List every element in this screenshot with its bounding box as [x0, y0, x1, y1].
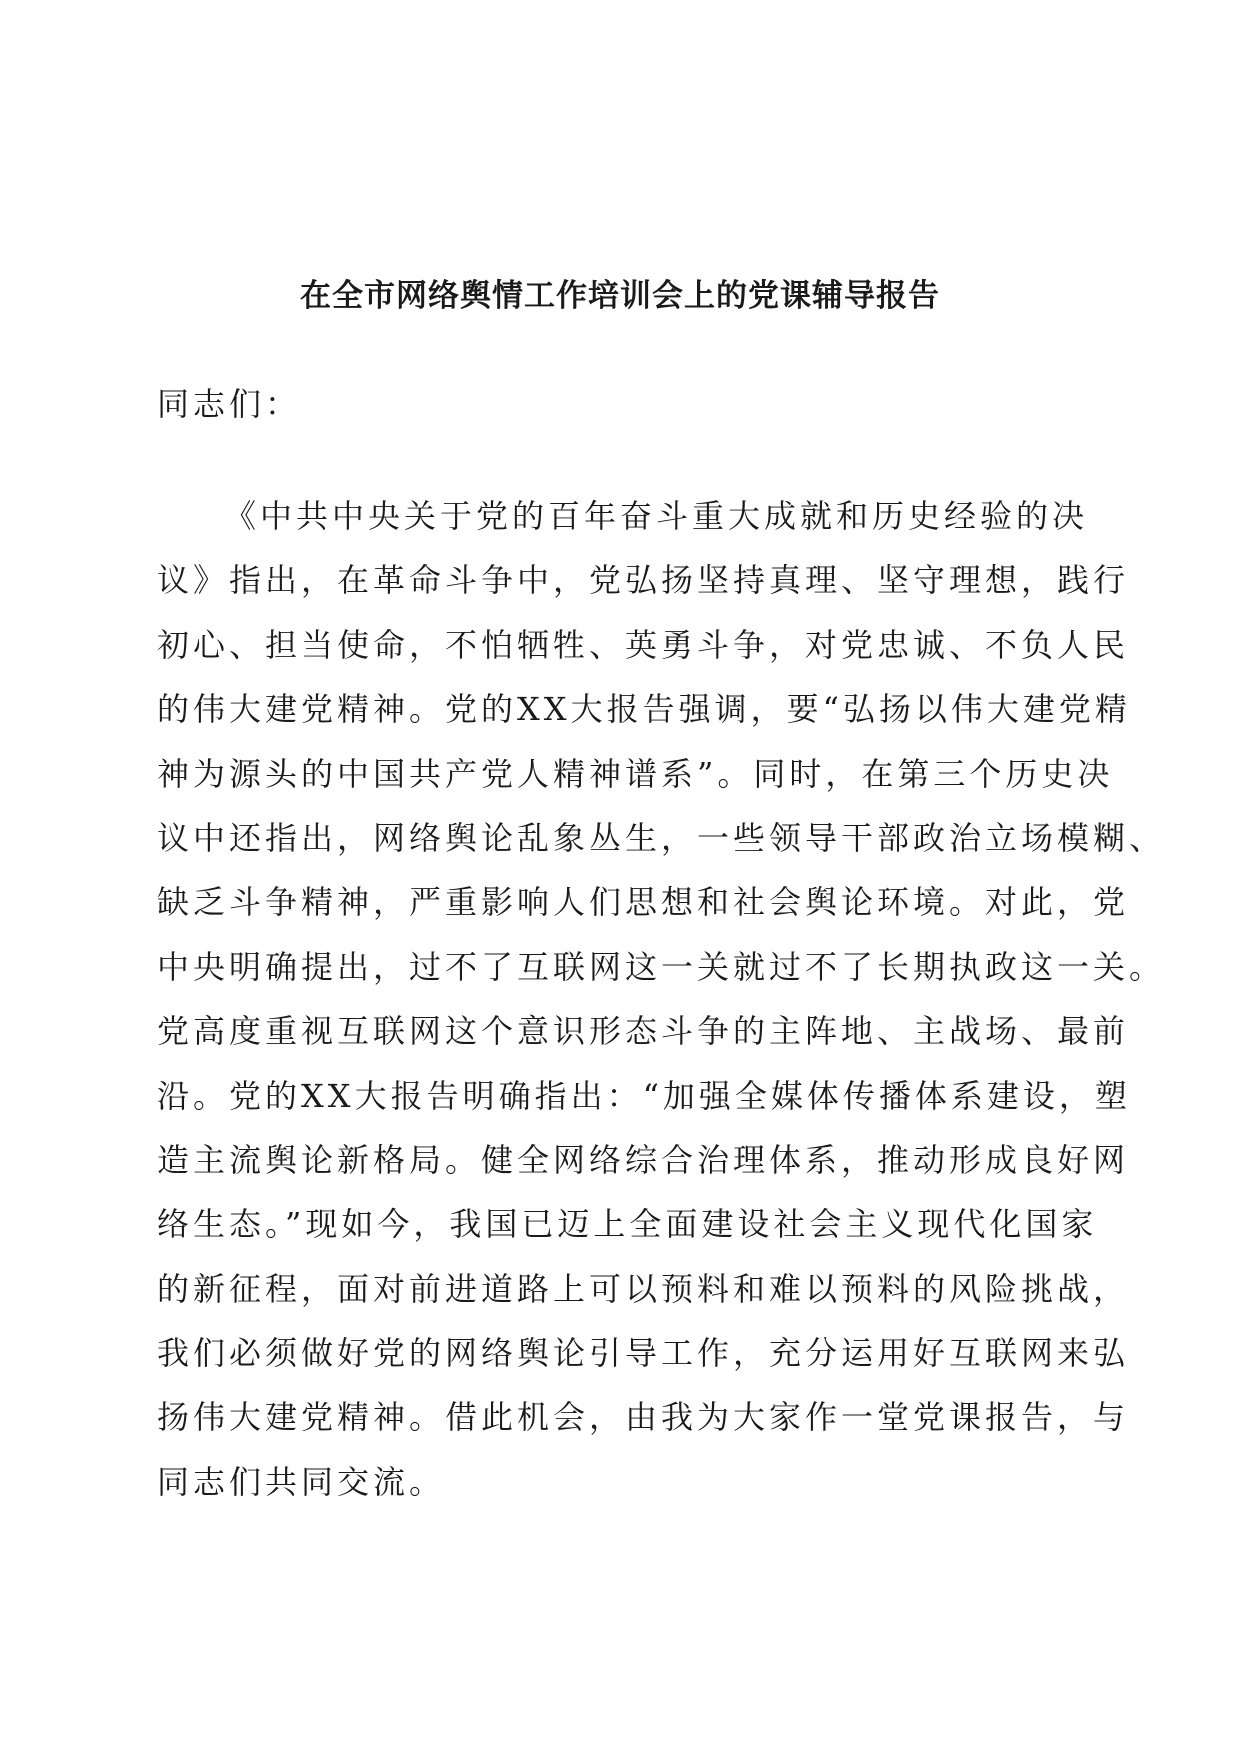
paragraph-line: 初心、担当使命，不怕牺牲、英勇斗争，对党忠诚、不负人民 — [157, 625, 1130, 664]
document-title: 在全市网络舆情工作培训会上的党课辅导报告 — [300, 278, 940, 314]
paragraph-line: 沿。党的XX大报告明确指出：“加强全媒体传播体系建设，塑 — [157, 1076, 1131, 1115]
paragraph-line: 缺乏斗争精神，严重影响人们思想和社会舆论环境。对此，党 — [157, 883, 1130, 922]
paragraph-line: 议中还指出，网络舆论乱象丛生，一些领导干部政治立场模糊、 — [157, 818, 1166, 857]
paragraph-line: 的伟大建党精神。党的XX大报告强调，要“弘扬以伟大建党精 — [157, 690, 1131, 729]
paragraph-line: 神为源头的中国共产党人精神谱系”。同时，在第三个历史决 — [157, 754, 1114, 793]
paragraph-line: 中央明确提出，过不了互联网这一关就过不了长期执政这一关。 — [157, 947, 1166, 986]
body-paragraph — [157, 492, 1166, 1522]
paragraph-line: 的新征程，面对前进道路上可以预料和难以预料的风险挑战， — [157, 1269, 1130, 1308]
salutation: 同志们： — [157, 385, 302, 423]
paragraph-line: 党高度重视互联网这个意识形态斗争的主阵地、主战场、最前 — [157, 1012, 1130, 1051]
paragraph-line: 扬伟大建党精神。借此机会，由我为大家作一堂党课报告，与 — [157, 1398, 1130, 1437]
paragraph-line: 络生态。”现如今，我国已迈上全面建设社会主义现代化国家 — [157, 1205, 1098, 1244]
paragraph-line: 同志们共同交流。 — [157, 1462, 446, 1501]
paragraph-line: 造主流舆论新格局。健全网络综合治理体系，推动形成良好网 — [157, 1140, 1130, 1179]
paragraph-line: 《中共中央关于党的百年奋斗重大成就和历史经验的决 — [224, 497, 1089, 535]
paragraph-line: 议》指出，在革命斗争中，党弘扬坚持真理、坚守理想，践行 — [157, 561, 1130, 600]
paragraph-line: 我们必须做好党的网络舆论引导工作，充分运用好互联网来弘 — [157, 1334, 1130, 1373]
